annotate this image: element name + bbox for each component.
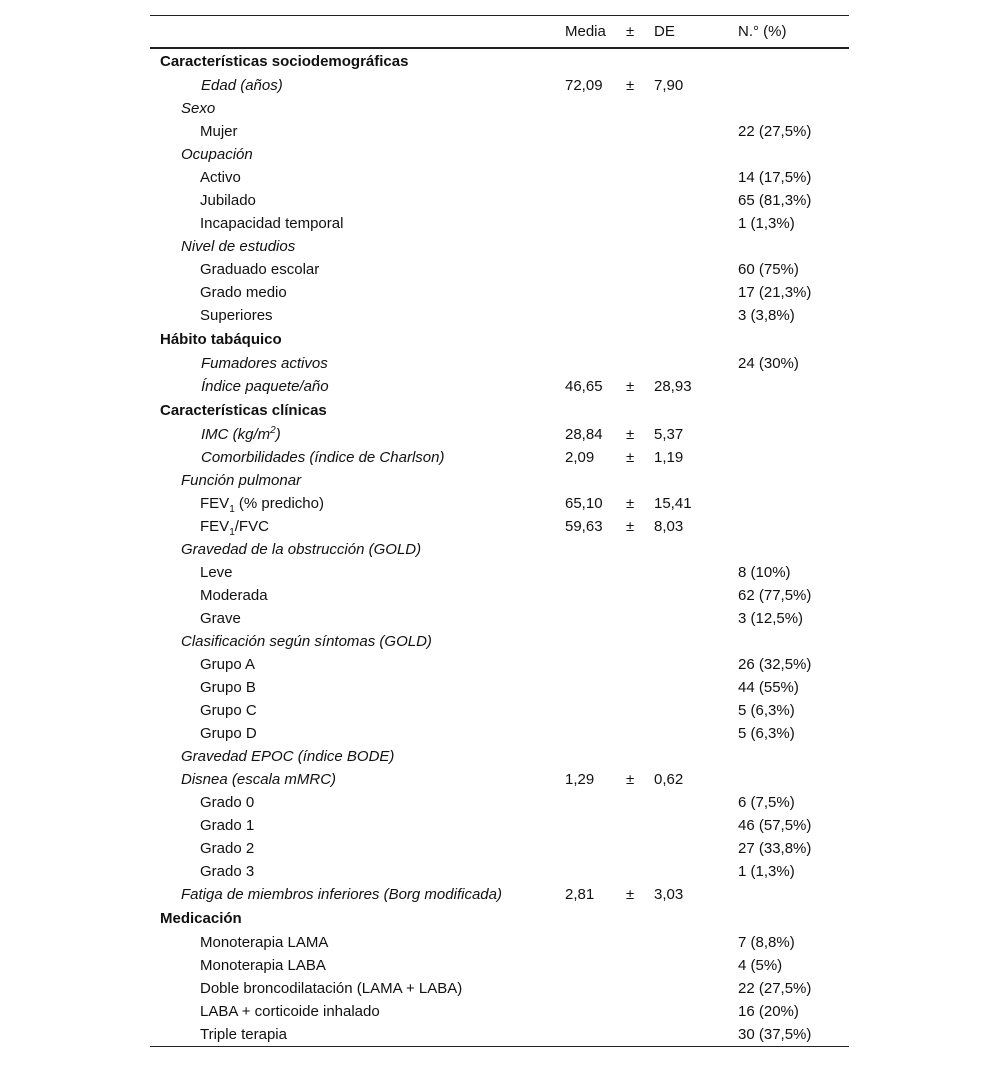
- n-percent-value: 30 (37,5%): [738, 1025, 812, 1043]
- n-percent-value: 22 (27,5%): [738, 979, 812, 997]
- n-percent-value: 8 (10%): [738, 563, 791, 581]
- n-percent-value: 7 (8,8%): [738, 933, 795, 951]
- table-row: [150, 561, 849, 584]
- label-text: Grupo A: [200, 655, 256, 673]
- table-row: [150, 97, 849, 120]
- row-label: [200, 679, 256, 697]
- row-label: [200, 192, 256, 210]
- table-row: [150, 281, 849, 304]
- table-row: [150, 837, 849, 860]
- label-suffix: ): [275, 425, 281, 443]
- n-percent-value: 5 (6,3%): [738, 724, 795, 742]
- n-percent-value: 24 (30%): [738, 354, 799, 372]
- table-header: [150, 16, 849, 49]
- label-text: Grupo B: [200, 678, 256, 696]
- header-mean: Media: [565, 22, 606, 40]
- n-percent-value: 46 (57,5%): [738, 816, 812, 834]
- label-text: Grado 0: [200, 793, 255, 811]
- label-superscript: 2: [270, 424, 276, 436]
- row-label: [200, 863, 254, 881]
- label-text: Sexo: [181, 99, 216, 117]
- table-row: [150, 954, 849, 977]
- n-percent-value: 3 (3,8%): [738, 306, 795, 324]
- label-text: FEV: [200, 494, 230, 512]
- row-label: [200, 307, 273, 325]
- label-text: Comorbilidades (índice de Charlson): [201, 448, 445, 466]
- header-sd: DE: [654, 22, 675, 40]
- row-label: [200, 934, 328, 952]
- label-text: Superiores: [200, 306, 273, 324]
- section-header-row: [150, 49, 849, 74]
- row-label: [181, 146, 253, 164]
- row-label: [201, 77, 283, 95]
- label-text: Monoterapia LAMA: [200, 933, 329, 951]
- row-label: [200, 215, 343, 233]
- table-row: [150, 607, 849, 630]
- row-label: [200, 261, 319, 279]
- row-label: [200, 564, 233, 582]
- table-row: [150, 977, 849, 1000]
- label-text: Medicación: [160, 909, 242, 927]
- row-label: [201, 378, 329, 396]
- label-text: FEV: [200, 517, 230, 535]
- table-row: [150, 653, 849, 676]
- n-percent-value: 60 (75%): [738, 260, 799, 278]
- n-percent-value: 1 (1,3%): [738, 862, 795, 880]
- table-row: [150, 446, 849, 469]
- row-label: [200, 1003, 380, 1021]
- label-text: Gravedad de la obstrucción (GOLD): [181, 540, 422, 558]
- label-text: LABA + corticoide inhalado: [200, 1002, 380, 1020]
- plus-minus: ±: [626, 448, 635, 466]
- label-text: Grado 3: [200, 862, 255, 880]
- table-row: [150, 469, 849, 492]
- row-label: [200, 840, 254, 858]
- n-percent-value: 27 (33,8%): [738, 839, 812, 857]
- table-row: [150, 768, 849, 791]
- row-label: [200, 957, 326, 975]
- label-suffix: /FVC: [234, 517, 269, 535]
- label-text: Características clínicas: [160, 401, 327, 419]
- row-label: [200, 169, 241, 187]
- label-text: Fumadores activos: [201, 354, 328, 372]
- row-label: [160, 331, 282, 349]
- table-row: [150, 235, 849, 258]
- plus-minus: ±: [626, 770, 635, 788]
- plus-minus: ±: [626, 425, 635, 443]
- label-text: Características sociodemográficas: [160, 52, 409, 70]
- label-text: Ocupación: [181, 145, 253, 163]
- label-text: Activo: [200, 168, 241, 186]
- row-label: [200, 495, 324, 513]
- row-label: [181, 100, 215, 118]
- table-row: [150, 814, 849, 837]
- table-row: [150, 212, 849, 235]
- sd-value: 0,62: [654, 770, 684, 788]
- table-row: [150, 74, 849, 97]
- mean-value: 2,81: [565, 885, 595, 903]
- row-label: [160, 402, 327, 420]
- label-text: Triple terapia: [200, 1025, 287, 1043]
- n-percent-value: 5 (6,3%): [738, 701, 795, 719]
- n-percent-value: 44 (55%): [738, 678, 799, 696]
- row-label: [200, 980, 462, 998]
- table-row: [150, 1023, 849, 1046]
- plus-minus: ±: [626, 885, 635, 903]
- table-row: [150, 791, 849, 814]
- row-label: [200, 656, 255, 674]
- mean-value: 65,10: [565, 494, 603, 512]
- sd-value: 8,03: [654, 517, 684, 535]
- label-text: Moderada: [200, 586, 268, 604]
- row-label: [181, 748, 394, 766]
- label-text: Fatiga de miembros inferiores (Borg modificada): [181, 885, 502, 903]
- label-text: Clasificación según síntomas (GOLD): [181, 632, 432, 650]
- table-row: [150, 676, 849, 699]
- n-percent-value: 6 (7,5%): [738, 793, 795, 811]
- label-text: Edad (años): [201, 76, 283, 94]
- section-header-row: [150, 398, 849, 423]
- table-row: [150, 143, 849, 166]
- mean-value: 59,63: [565, 517, 603, 535]
- label-text: Grado 1: [200, 816, 255, 834]
- sd-value: 5,37: [654, 425, 684, 443]
- table-row: [150, 166, 849, 189]
- row-label: [181, 771, 336, 789]
- label-text: Incapacidad temporal: [200, 214, 344, 232]
- label-text: Hábito tabáquico: [160, 330, 282, 348]
- table-body: [150, 49, 849, 1046]
- label-text: Disnea (escala mMRC): [181, 770, 337, 788]
- row-label: [201, 449, 444, 467]
- n-percent-value: 14 (17,5%): [738, 168, 812, 186]
- sd-value: 7,90: [654, 76, 684, 94]
- row-label: [200, 518, 269, 536]
- sd-value: 1,19: [654, 448, 684, 466]
- table-row: [150, 258, 849, 281]
- label-text: Mujer: [200, 122, 238, 140]
- sd-value: 3,03: [654, 885, 684, 903]
- n-percent-value: 1 (1,3%): [738, 214, 795, 232]
- row-label: [200, 587, 268, 605]
- label-text: Graduado escolar: [200, 260, 320, 278]
- n-percent-value: 3 (12,5%): [738, 609, 804, 627]
- table-row: [150, 352, 849, 375]
- mean-value: 28,84: [565, 425, 603, 443]
- label-text: Monoterapia LABA: [200, 956, 326, 974]
- section-header-row: [150, 906, 849, 931]
- label-text: Doble broncodilatación (LAMA + LABA): [200, 979, 463, 997]
- label-text: Grado medio: [200, 283, 287, 301]
- n-percent-value: 22 (27,5%): [738, 122, 812, 140]
- label-text: Leve: [200, 563, 233, 581]
- label-text: IMC (kg/m: [201, 425, 271, 443]
- row-label: [181, 238, 295, 256]
- table-row: [150, 1000, 849, 1023]
- row-label: [181, 472, 301, 490]
- mean-value: 1,29: [565, 770, 595, 788]
- table-row: [150, 883, 849, 906]
- label-subscript: 1: [229, 526, 235, 538]
- table-row: [150, 722, 849, 745]
- characteristics-table: [150, 15, 849, 1047]
- table-row: [150, 931, 849, 954]
- row-label: [200, 284, 287, 302]
- row-label: [200, 123, 238, 141]
- label-text: Índice paquete/año: [201, 377, 329, 395]
- mean-value: 46,65: [565, 377, 603, 395]
- n-percent-value: 16 (20%): [738, 1002, 799, 1020]
- label-text: Grupo D: [200, 724, 257, 742]
- label-suffix: (% predicho): [234, 494, 324, 512]
- row-label: [160, 910, 242, 928]
- plus-minus: ±: [626, 76, 635, 94]
- row-label: [200, 610, 241, 628]
- row-label: [200, 725, 257, 743]
- table-row: [150, 630, 849, 653]
- header-n-percent: N.° (%): [738, 22, 787, 40]
- table-row: [150, 120, 849, 143]
- table-row: [150, 492, 849, 515]
- table-row: [150, 538, 849, 561]
- row-label: [200, 817, 254, 835]
- table-row: [150, 860, 849, 883]
- table-row: [150, 423, 849, 446]
- label-text: Función pulmonar: [181, 471, 302, 489]
- row-label: [200, 702, 257, 720]
- row-label: [201, 426, 281, 444]
- row-label: [181, 633, 432, 651]
- label-text: Grupo C: [200, 701, 257, 719]
- sd-value: 28,93: [654, 377, 692, 395]
- table-row: [150, 375, 849, 398]
- n-percent-value: 62 (77,5%): [738, 586, 812, 604]
- n-percent-value: 17 (21,3%): [738, 283, 812, 301]
- plus-minus: ±: [626, 517, 635, 535]
- table-row: [150, 515, 849, 538]
- mean-value: 72,09: [565, 76, 603, 94]
- header-plus-minus: ±: [626, 22, 635, 40]
- row-label: [181, 541, 421, 559]
- n-percent-value: 65 (81,3%): [738, 191, 812, 209]
- mean-value: 2,09: [565, 448, 595, 466]
- row-label: [181, 886, 502, 904]
- label-subscript: 1: [229, 503, 235, 515]
- plus-minus: ±: [626, 494, 635, 512]
- label-text: Nivel de estudios: [181, 237, 296, 255]
- sd-value: 15,41: [654, 494, 692, 512]
- label-text: Grado 2: [200, 839, 255, 857]
- row-label: [200, 794, 254, 812]
- label-text: Grave: [200, 609, 241, 627]
- row-label: [200, 1026, 287, 1044]
- plus-minus: ±: [626, 377, 635, 395]
- label-text: Jubilado: [200, 191, 256, 209]
- n-percent-value: 4 (5%): [738, 956, 783, 974]
- table-row: [150, 189, 849, 212]
- row-label: [160, 53, 408, 71]
- table-row: [150, 584, 849, 607]
- table-row: [150, 304, 849, 327]
- label-text: Gravedad EPOC (índice BODE): [181, 747, 395, 765]
- table-row: [150, 699, 849, 722]
- section-header-row: [150, 327, 849, 352]
- n-percent-value: 26 (32,5%): [738, 655, 812, 673]
- table-row: [150, 745, 849, 768]
- row-label: [201, 355, 328, 373]
